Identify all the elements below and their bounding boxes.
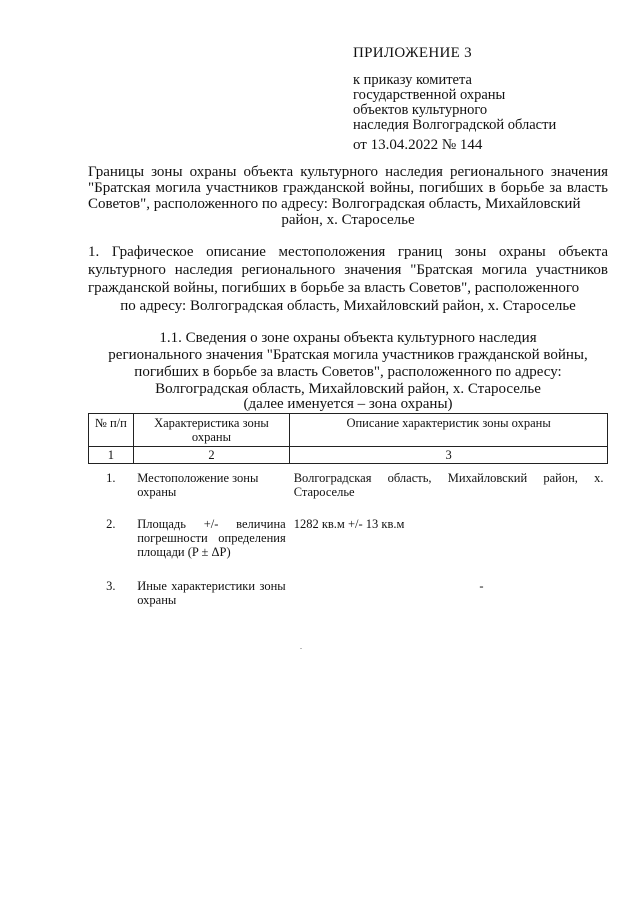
- section-1-1-line: регионального значения "Братская могила участников гражданской войны,: [108, 347, 588, 363]
- table-row: [89, 561, 608, 609]
- order-reference: [353, 73, 583, 133]
- table-column-numbers-row: [89, 447, 608, 464]
- section-1-1-line: 1.1. Сведения о зоне охраны объекта культурного наследия: [159, 330, 537, 346]
- section-1-last-line: по адресу: Волгоградская область, Михайловский район, х. Староселье: [120, 298, 576, 314]
- row-number: 3.: [106, 579, 116, 593]
- table-row: [89, 501, 608, 561]
- row-description: Волгоградская область, Михайловский район, х. Староселье: [293, 471, 604, 499]
- document-title: [88, 164, 608, 228]
- section-1-1-line: погибших в борьбе за власть Советов", расположенного по адресу:: [134, 364, 562, 380]
- header-characteristic: Характеристика зоны охраны: [133, 414, 289, 447]
- section-1-1-line: Волгоградская область, Михайловский район, х. Староселье: [155, 381, 541, 397]
- order-line: наследия Волгоградской области: [353, 117, 557, 133]
- appendix-title: ПРИЛОЖЕНИЕ 3: [353, 45, 472, 61]
- header-description: Описание характеристик зоны охраны: [290, 414, 608, 447]
- row-number: 2.: [106, 517, 116, 531]
- row-characteristic: Иные характеристики зоны охраны: [137, 579, 286, 607]
- order-date: от 13.04.2022 № 144: [353, 137, 483, 153]
- header-number: № п/п: [89, 414, 134, 447]
- table-row: [89, 464, 608, 502]
- order-line: к приказу комитета: [353, 72, 472, 88]
- row-characteristic: Местоположение зоны охраны: [137, 471, 259, 499]
- section-1-heading: [88, 243, 608, 315]
- scan-speck: [300, 648, 302, 649]
- document-title-last-line: район, х. Староселье: [281, 212, 415, 228]
- row-description: 1282 кв.м +/- 13 кв.м: [293, 517, 405, 531]
- column-number: 1: [89, 447, 134, 464]
- row-description: -: [479, 579, 484, 593]
- section-1-1-heading: [88, 330, 608, 415]
- section-1-text: 1. Графическое описание местоположения границ зоны охраны объекта культурного наследия регионального значения "Братская могила участников гражданской войны, погибших в борьбе за власть Советов", расположенного: [88, 244, 608, 296]
- row-number: 1.: [106, 471, 116, 485]
- order-line: объектов культурного: [353, 102, 488, 118]
- table-header-row: [89, 414, 608, 447]
- section-1-1-line: (далее именуется – зона охраны): [243, 396, 453, 412]
- column-number: 3: [290, 447, 608, 464]
- zone-characteristics-table: [88, 413, 608, 609]
- document-title-text: Границы зоны охраны объекта культурного наследия регионального значения "Братская могила участников гражданской войны, погибших в борьбе за власть Советов", расположенного по адресу: Волгоградская область, Михайловский: [88, 164, 608, 212]
- order-line: государственной охраны: [353, 87, 506, 103]
- column-number: 2: [133, 447, 289, 464]
- row-characteristic: Площадь +/- величина погрешности определения площади (P ± ΔP): [137, 517, 286, 559]
